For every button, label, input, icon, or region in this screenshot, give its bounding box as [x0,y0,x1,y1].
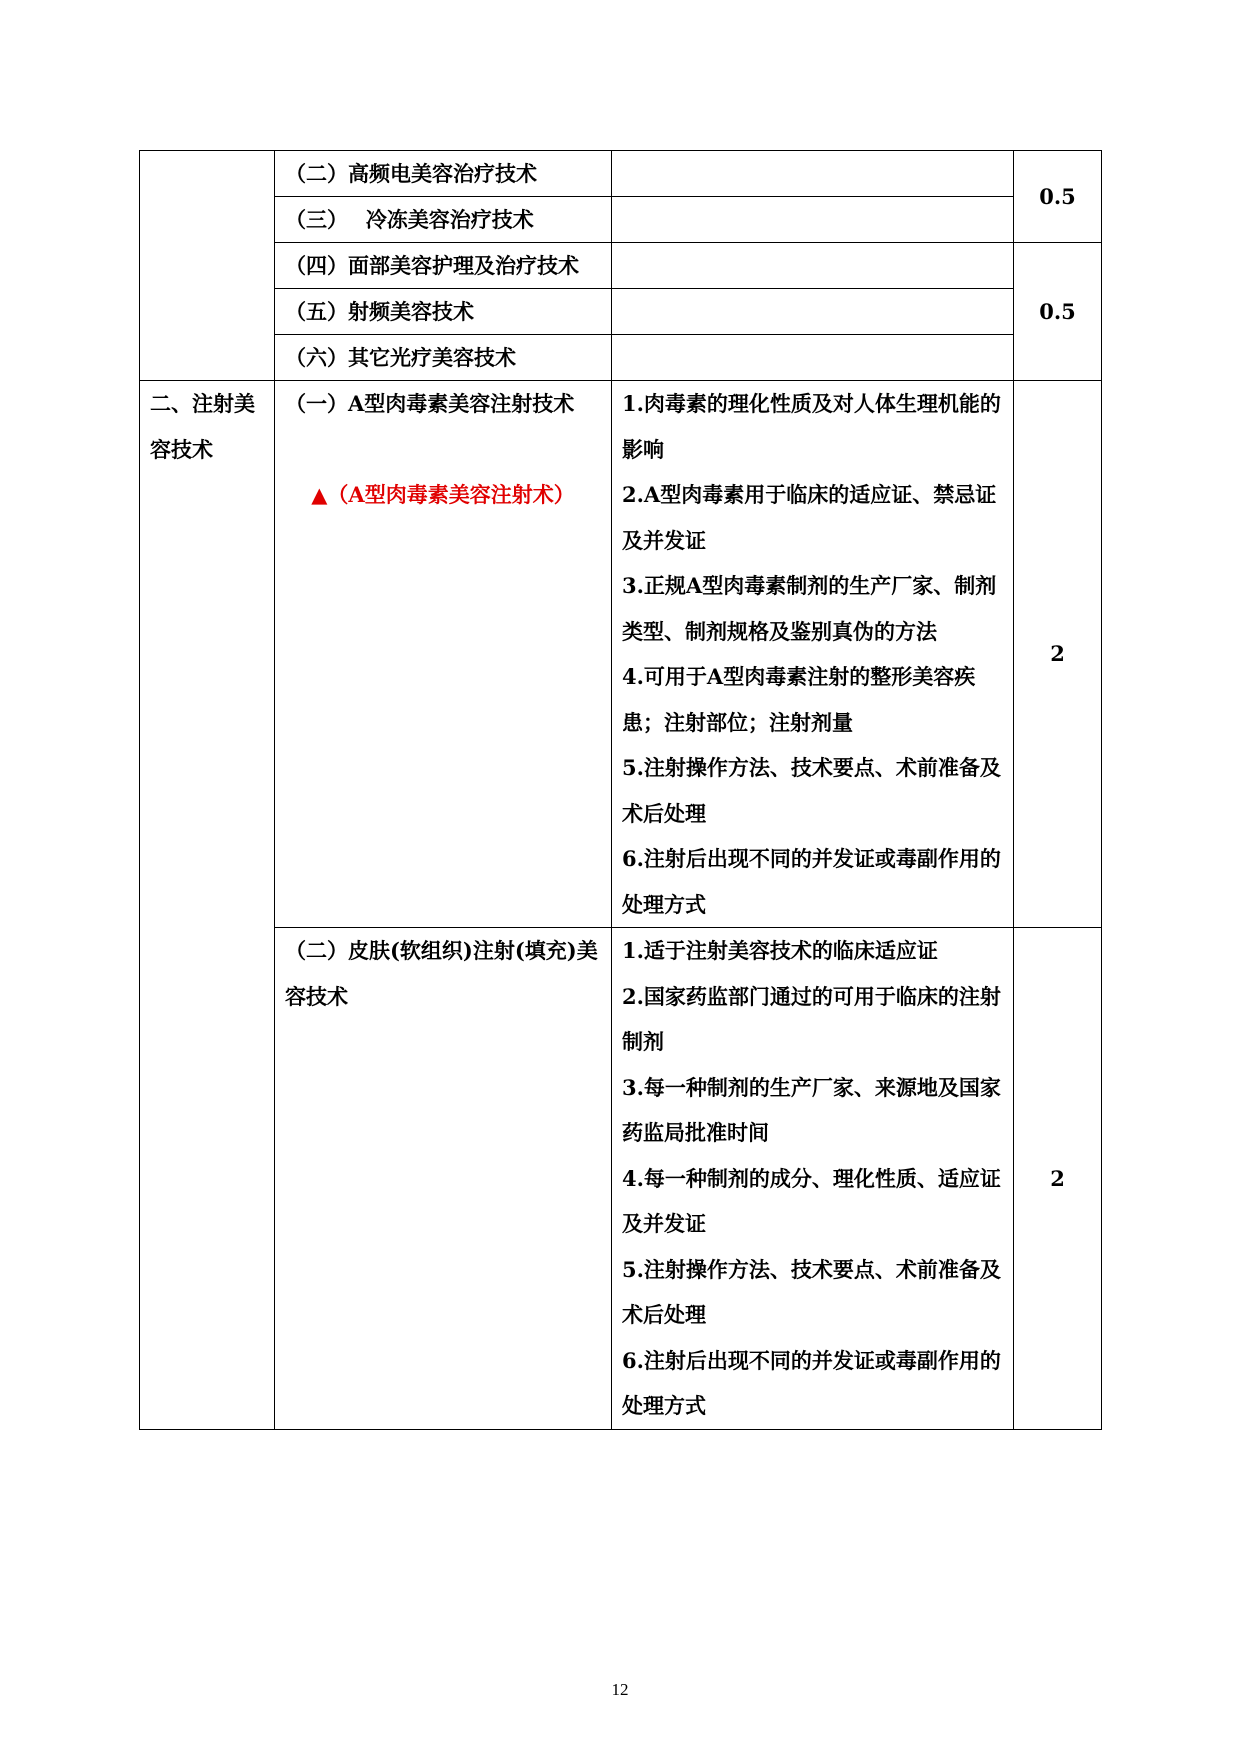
category-cell-empty [140,151,275,381]
hours-cell: 0.5 [1014,151,1102,243]
sub-item-cell: （二）皮肤(软组织)注射(填充)美容技术 [275,928,612,1430]
detail-line: 4.可用于A型肉毒素注射的整形美容疾患；注射部位；注射剂量 [622,664,976,735]
detail-cell [612,289,1014,335]
detail-line: 2.A型肉毒素用于临床的适应证、禁忌证及并发证 [622,482,997,553]
sub-item-cell: （三） 冷冻美容治疗技术 [275,197,612,243]
hours-cell: 0.5 [1014,243,1102,381]
category-cell: 二、注射美容技术 [140,381,275,1430]
detail-cell [612,928,1014,1430]
detail-line: 5.注射操作方法、技术要点、术前准备及术后处理 [622,1256,1001,1327]
table-row [140,289,1102,335]
detail-line: 3.正规A型肉毒素制剂的生产厂家、制剂类型、制剂规格及鉴别真伪的方法 [622,573,997,644]
sub-item-cell [275,381,612,928]
hours-cell: 2 [1014,381,1102,928]
table-row [140,151,1102,197]
detail-line: 6.注射后出现不同的并发证或毒副作用的处理方式 [622,1347,1001,1418]
detail-line: 1.适于注射美容技术的临床适应证 [622,938,938,963]
detail-cell [612,381,1014,928]
detail-cell [612,151,1014,197]
detail-line: 3.每一种制剂的生产厂家、来源地及国家药监局批准时间 [622,1074,1001,1145]
hours-cell: 2 [1014,928,1102,1430]
detail-line: 4.每一种制剂的成分、理化性质、适应证及并发证 [622,1165,1001,1236]
detail-line: 5.注射操作方法、技术要点、术前准备及术后处理 [622,755,1001,826]
detail-cell [612,243,1014,289]
table-row [140,335,1102,381]
page-number: 12 [611,1680,629,1699]
detail-line: 6.注射后出现不同的并发证或毒副作用的处理方式 [622,846,1001,917]
sub-item-cell: （六）其它光疗美容技术 [275,335,612,381]
detail-cell [612,197,1014,243]
table-row [140,381,1102,928]
sub-item-cell: （二）高频电美容治疗技术 [275,151,612,197]
table-row [140,243,1102,289]
sub-item-title: （一）A型肉毒素美容注射技术 [285,391,575,416]
table-row [140,928,1102,1430]
sub-item-cell: （四）面部美容护理及治疗技术 [275,243,612,289]
table-row [140,197,1102,243]
detail-line: 2.国家药监部门通过的可用于临床的注射制剂 [622,983,1001,1054]
curriculum-table [139,150,1102,1430]
detail-line: 1.肉毒素的理化性质及对人体生理机能的影响 [622,391,1001,462]
required-note: ▲（A型肉毒素美容注射术） [311,482,575,507]
detail-cell [612,335,1014,381]
sub-item-cell: （五）射频美容技术 [275,289,612,335]
